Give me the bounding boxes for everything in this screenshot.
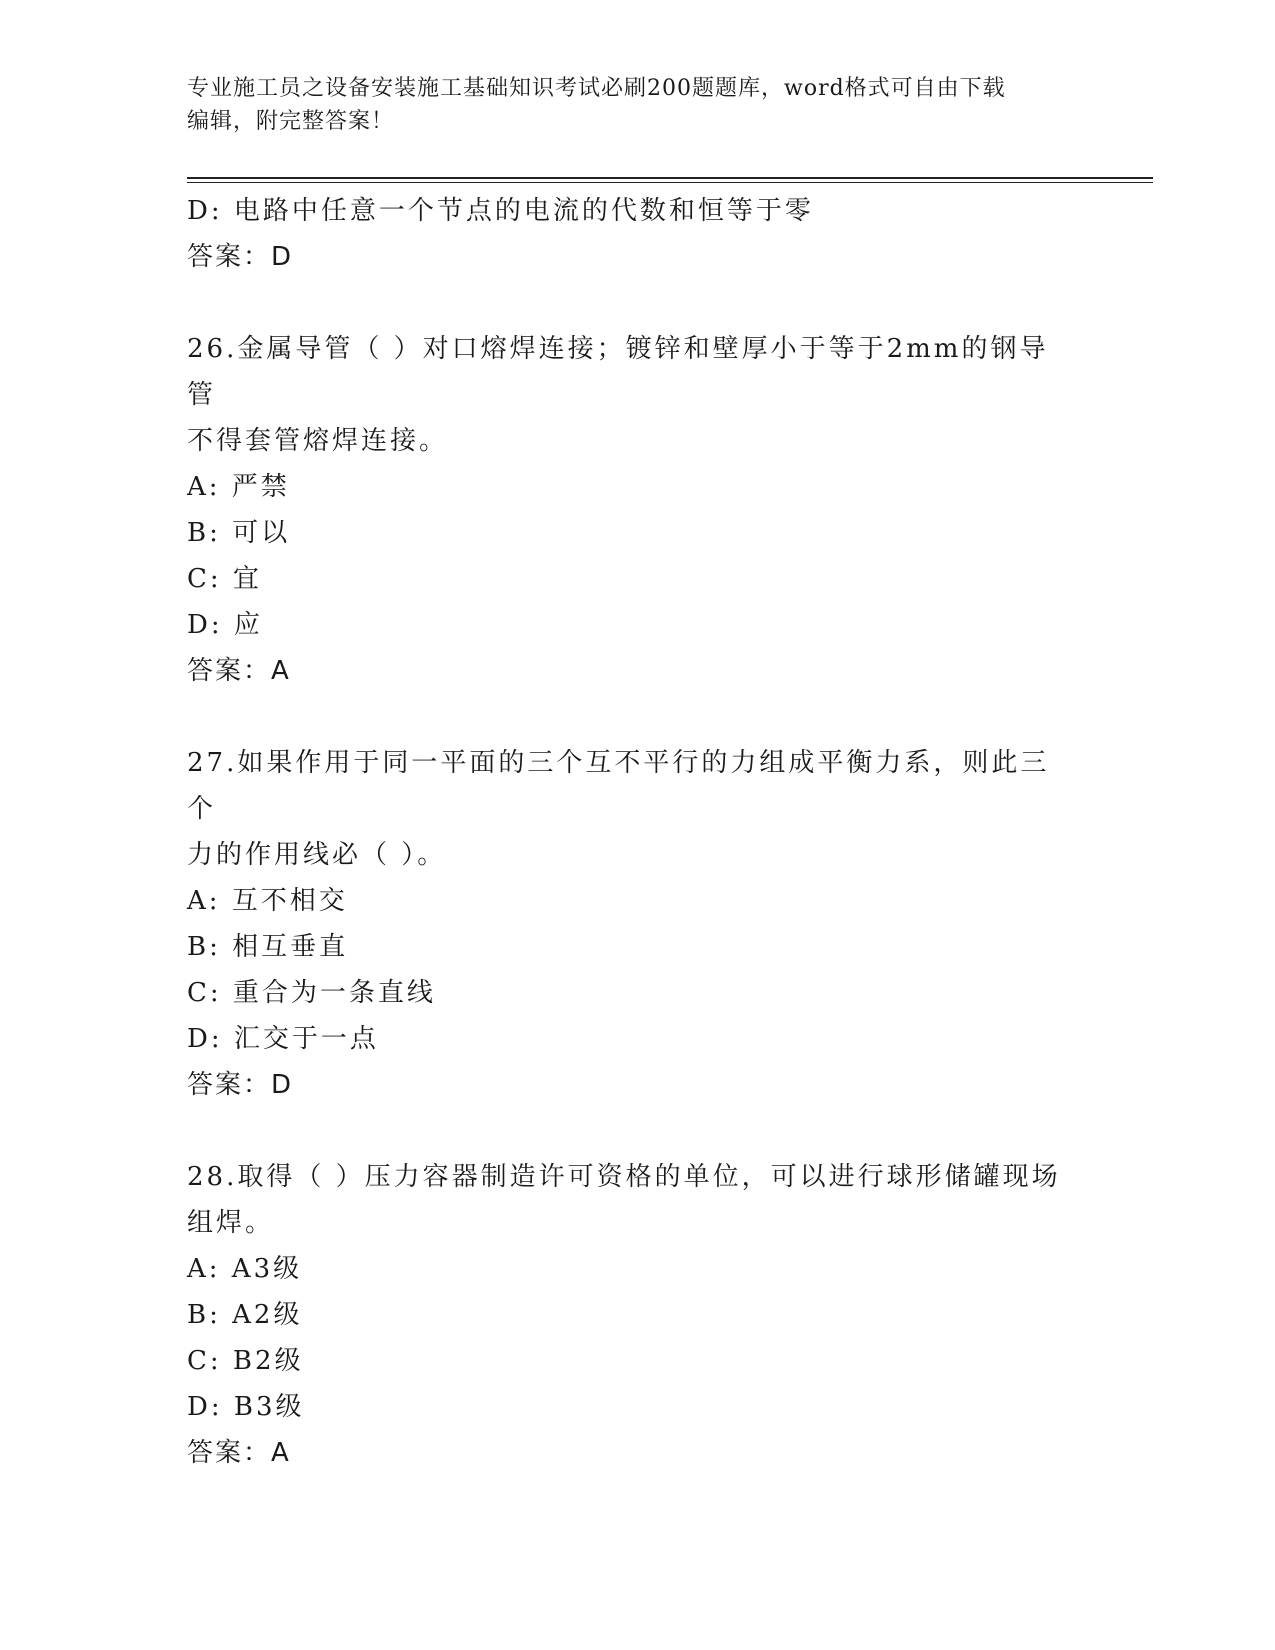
question-stem (187, 326, 1077, 464)
question-stem-line-2: 组焊。 (187, 1208, 275, 1238)
question-stem-line-1: 28.取得（ ）压力容器制造许可资格的单位，可以进行球形储罐现场 (187, 1162, 1061, 1192)
document-header (187, 72, 1087, 138)
option-c: C: B2级 (187, 1346, 304, 1376)
option-b: B: 可以 (187, 518, 291, 548)
option-b: B: A2级 (187, 1300, 303, 1330)
question-stem-line-2: 力的作用线必（ ）。 (187, 840, 447, 870)
option-d: D: B3级 (187, 1392, 305, 1422)
spacer (187, 1108, 1087, 1154)
answer-line: 答案：D (187, 1070, 294, 1100)
question-26 (187, 326, 1087, 694)
question-list (187, 188, 1087, 1476)
question-stem-line-2: 不得套管熔焊连接。 (187, 426, 449, 456)
option-b: B: 相互垂直 (187, 932, 349, 962)
header-divider-thin (187, 182, 1153, 183)
header-title-line-2: 编辑，附完整答案！ (187, 109, 395, 134)
question-stem (187, 1154, 1077, 1246)
option-a: A: A3级 (187, 1254, 303, 1284)
question-25 (187, 188, 1087, 280)
spacer (187, 280, 1087, 326)
question-28 (187, 1154, 1087, 1476)
answer-line: 答案：A (187, 1438, 291, 1468)
option-d: D: 电路中任意一个节点的电流的代数和恒等于零 (187, 196, 814, 226)
question-stem (187, 740, 1077, 878)
spacer (187, 694, 1087, 740)
question-stem-line-1: 27.如果作用于同一平面的三个互不平行的力组成平衡力系，则此三个 (187, 748, 1050, 824)
option-c: C: 宜 (187, 564, 262, 594)
option-d: D: 汇交于一点 (187, 1024, 379, 1054)
option-c: C: 重合为一条直线 (187, 978, 436, 1008)
question-stem-line-1: 26.金属导管（ ）对口熔焊连接；镀锌和壁厚小于等于2mm的钢导管 (187, 334, 1049, 410)
option-a: A: 互不相交 (187, 886, 348, 916)
option-d: D: 应 (187, 610, 263, 640)
option-a: A: 严禁 (187, 472, 290, 502)
question-27 (187, 740, 1087, 1108)
header-divider-thick (187, 177, 1153, 179)
answer-line: 答案：D (187, 242, 294, 272)
answer-line: 答案：A (187, 656, 291, 686)
header-title-line-1: 专业施工员之设备安装施工基础知识考试必刷200题题库，word格式可自由下载 (187, 76, 1006, 101)
